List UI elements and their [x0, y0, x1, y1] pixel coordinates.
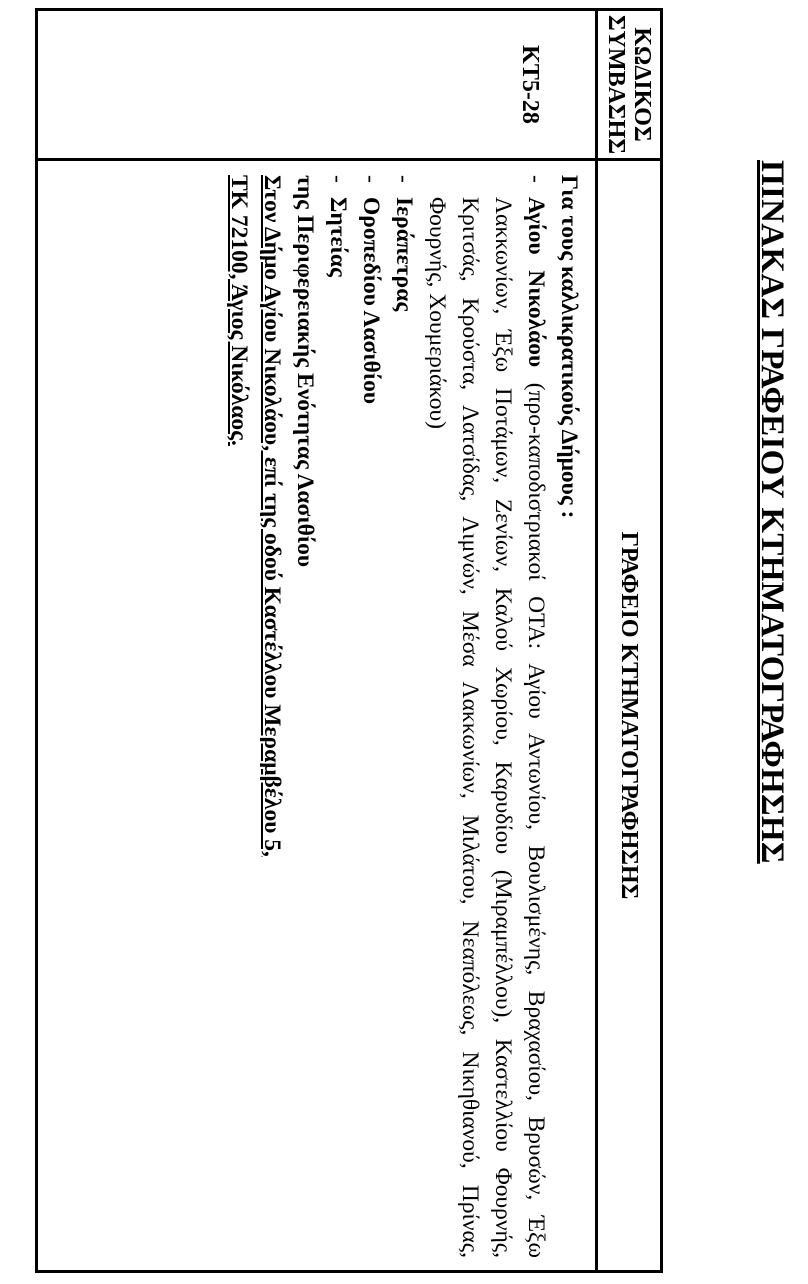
list-dash: -: [358, 175, 384, 183]
office-table: [35, 8, 663, 1273]
municipality-name: Αγίου Νικολάου: [523, 197, 549, 368]
municipality-name: Ιεράπετρας: [391, 197, 417, 312]
list-item: [321, 175, 354, 1258]
header-code-line1: ΚΩΔΙΚΟΣ: [629, 27, 655, 142]
list-item: [354, 175, 387, 1258]
header-office-label: ΓΡΑΦΕΙΟ ΚΤΗΜΑΤΟΓΡΑΦΗΣΗΣ: [616, 531, 642, 900]
regional-unit-line: της Περιφερειακής Ενότητας Λασιθίου: [292, 175, 318, 568]
contract-code-cell: [37, 10, 597, 160]
document-title: ΠΙΝΑΚΑΣ ΓΡΑΦΕΙΟΥ ΚΤΗΜΑΤΟΓΡΑΦΗΣΗΣ: [754, 160, 790, 864]
office-address-line1: Στον Δήμο Αγίου Νικολάου, επί της οδού Καστέλλου Μεραμβέλου 5,: [259, 175, 285, 857]
contract-code: ΚΤ5-28: [517, 45, 543, 124]
table-header-row: [597, 10, 662, 1272]
list-dash: -: [325, 175, 351, 183]
municipality-name: Οροπεδίου Λασιθίου: [358, 197, 384, 405]
municipality-details: (προ-καποδιστριακοί ΟΤΑ: Αγίου Αντωνίου, Βουλισμένης, Βραχασίου, Βρυσών, Έξω Λακκωνίων, Έξω Ποτάμων, Ζενίων, Καλού Χωρίου, Καρυδίου (Μιραμπέλλου), Καστελλίου Φουρνής, Κριτσάς, Κρούστα, Λατσίδας, Λιμνών, Μέσα Λακκωνίων, Μιλάτου, Νεαπόλεως, Νικηθιανού, Πρίνας, Φουρνής, Χουμεριάκου): [424, 197, 549, 1258]
list-item: [387, 175, 420, 1258]
header-office-cell: [597, 160, 662, 1272]
table-row: [37, 10, 597, 1272]
list-dash: -: [523, 175, 549, 183]
header-code-line2: ΣΥΜΒΑΣΗΣ: [603, 14, 629, 155]
list-dash: -: [391, 175, 417, 183]
office-address-line2: ΤΚ 72100, Άγιος Νικόλαος.: [226, 175, 252, 446]
municipalities-intro: Για τους καλλικρατικούς Δήμους :: [556, 175, 582, 519]
header-code-cell: [597, 10, 662, 160]
list-item: [420, 175, 552, 1258]
office-description-cell: [37, 160, 597, 1272]
municipality-name: Σητείας: [325, 197, 351, 277]
